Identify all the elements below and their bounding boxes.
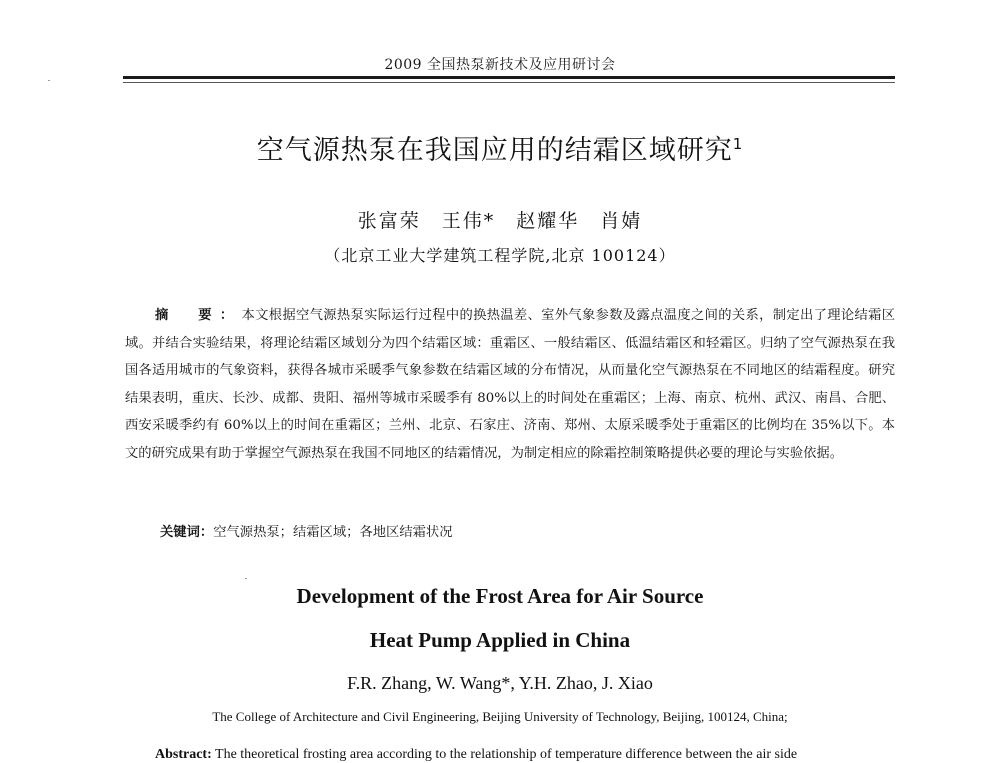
affiliation-en: The College of Architecture and Civil Engineering, Beijing University of Technology, Beijing, 100124, China; [212,709,788,724]
abstract-en-text: The theoretical frosting area according to the relationship of temperature difference between the air side [215,747,798,762]
paper-title-en-line1: Development of the Frost Area for Air Source [296,584,704,608]
header-rule-thin [123,82,895,83]
keywords-cn-label: 关键词： [160,525,214,540]
keywords-cn-text: 空气源热泵；结霜区域；各地区结霜状况 [213,525,453,540]
paper-title-cn [0,128,1000,167]
authors-en: F.R. Zhang, W. Wang*, Y.H. Zhao, J. Xiao [347,673,653,693]
scan-speck [245,578,247,579]
abstract-cn-label: 摘 要： [155,308,242,323]
paper-title-en-line2: Heat Pump Applied in China [369,628,631,652]
abstract-cn-text: 本文根据空气源热泵实际运行过程中的换热温差、室外气象参数及露点温度之间的关系，制定出了理论结霜区域。并结合实验结果，将理论结霜区域划分为四个结霜区域：重霜区、一般结霜区、低温结霜区和轻霜区。归纳了空气源热泵在我国各适用城市的气象资料，获得各城市采暖季气象参数在结霜区域的分布情况，从而量化空气源热泵在不同地区的结霜程度。研究结果表明，重庆、长沙、成都、贵阳、福州等城市采暖季有 80%以上的时间处在重霜区；上海、南京、杭州、武汉、南昌、合肥、西安采暖季约有 60%以上的时间在重霜区；兰州、北京、石家庄、济南、郑州、太原采暖季处于重霜区的比例均在 35%以下。本文的研究成果有助于掌握空气源热泵在我国不同地区的结霜情况，为制定相应的除霜控制策略提供必要的理论与实验依据。 [125,308,896,461]
scan-speck [48,80,50,81]
keywords-cn [160,521,895,540]
paper-title-cn-text: 空气源热泵在我国应用的结霜区域研究 [256,135,733,166]
authors-cn: 张富荣 王伟* 赵耀华 肖婧 [357,210,643,232]
running-header: 2009 全国热泵新技术及应用研讨会 [384,57,616,73]
abstract-en-label: Abstract: [155,747,212,762]
affiliation-cn: （北京工业大学建筑工程学院,北京 100124） [324,246,676,265]
abstract-en [155,747,895,763]
header-rule [123,76,895,79]
abstract-cn [125,302,895,468]
title-footnote-mark: 1 [732,135,744,153]
